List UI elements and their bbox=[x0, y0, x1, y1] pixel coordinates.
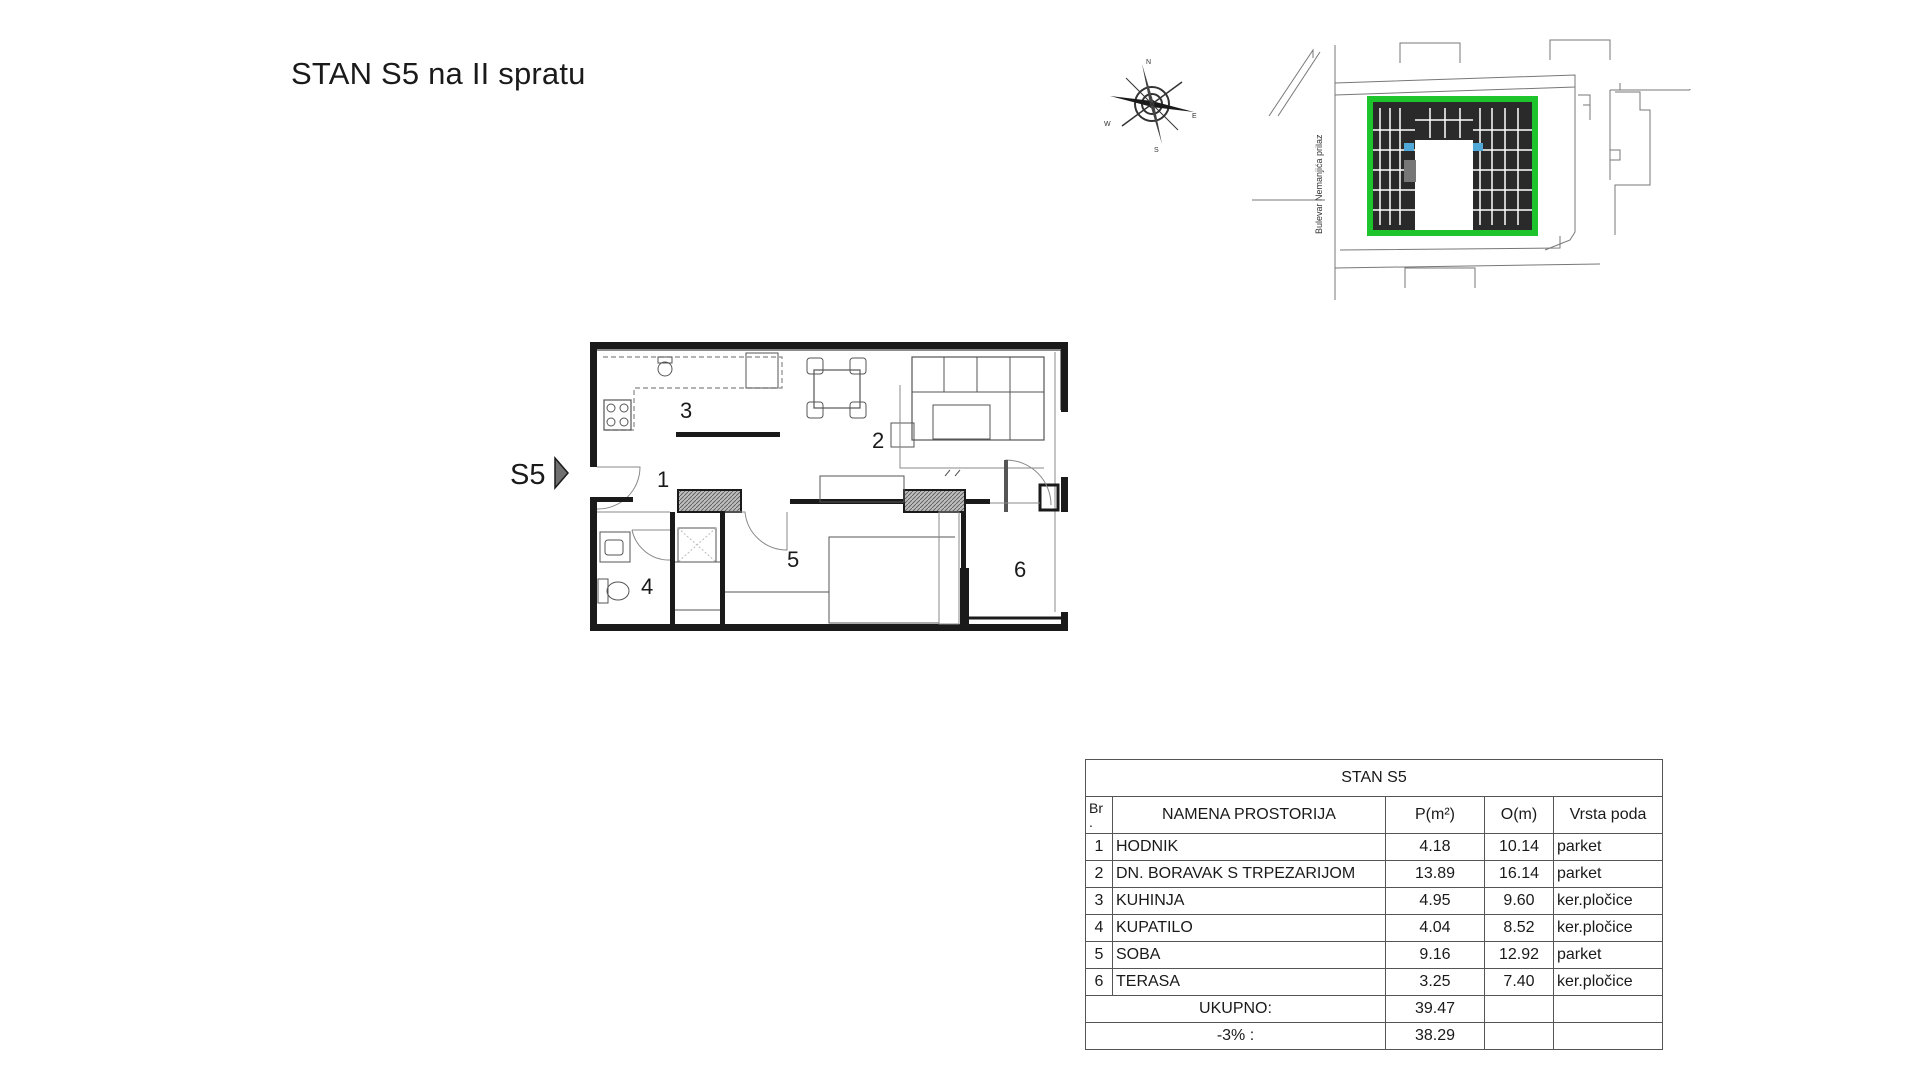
table-reduced-row bbox=[1086, 1023, 1663, 1050]
row-num: 5 bbox=[1086, 942, 1113, 969]
table-row bbox=[1086, 969, 1663, 996]
reduced-label: -3% : bbox=[1086, 1023, 1386, 1050]
row-floor: ker.pločice bbox=[1554, 969, 1663, 996]
building-footprint bbox=[1367, 96, 1538, 236]
svg-text:W: W bbox=[1104, 121, 1111, 128]
header-name: NAMENA PROSTORIJA bbox=[1113, 797, 1386, 834]
row-area: 4.18 bbox=[1386, 834, 1485, 861]
table-row bbox=[1086, 834, 1663, 861]
apartment-plan bbox=[555, 342, 1068, 631]
row-num: 3 bbox=[1086, 888, 1113, 915]
row-floor: ker.pločice bbox=[1554, 888, 1663, 915]
row-perimeter: 10.14 bbox=[1485, 834, 1554, 861]
svg-text:E: E bbox=[1192, 113, 1197, 120]
svg-text:S: S bbox=[1154, 147, 1159, 154]
room-label-4: 4 bbox=[641, 574, 654, 599]
table-total-row bbox=[1086, 996, 1663, 1023]
table-row bbox=[1086, 942, 1663, 969]
row-floor: parket bbox=[1554, 861, 1663, 888]
room-area-table bbox=[1085, 759, 1663, 1050]
entry-label: S5 bbox=[510, 459, 546, 491]
row-area: 4.95 bbox=[1386, 888, 1485, 915]
room-label-5: 5 bbox=[787, 547, 800, 572]
row-perimeter: 16.14 bbox=[1485, 861, 1554, 888]
header-area: P(m²) bbox=[1386, 797, 1485, 834]
table-title: STAN S5 bbox=[1086, 760, 1663, 797]
row-floor: parket bbox=[1554, 834, 1663, 861]
row-area: 13.89 bbox=[1386, 861, 1485, 888]
row-area: 9.16 bbox=[1386, 942, 1485, 969]
row-area: 4.04 bbox=[1386, 915, 1485, 942]
compass-rose-icon bbox=[1104, 59, 1197, 154]
street-label: Bulevar Nemanjića prilaz bbox=[1314, 134, 1324, 234]
row-name: KUHINJA bbox=[1113, 888, 1386, 915]
row-area: 3.25 bbox=[1386, 969, 1485, 996]
row-perimeter: 12.92 bbox=[1485, 942, 1554, 969]
row-floor: parket bbox=[1554, 942, 1663, 969]
row-floor: ker.pločice bbox=[1554, 915, 1663, 942]
row-num: 4 bbox=[1086, 915, 1113, 942]
row-name: KUPATILO bbox=[1113, 915, 1386, 942]
table-row bbox=[1086, 915, 1663, 942]
header-floor: Vrsta poda bbox=[1554, 797, 1663, 834]
row-name: HODNIK bbox=[1113, 834, 1386, 861]
table-row bbox=[1086, 861, 1663, 888]
total-value: 39.47 bbox=[1386, 996, 1485, 1023]
row-num: 2 bbox=[1086, 861, 1113, 888]
row-name: TERASA bbox=[1113, 969, 1386, 996]
room-label-2: 2 bbox=[872, 428, 885, 453]
header-br: Br . bbox=[1086, 797, 1113, 834]
reduced-value: 38.29 bbox=[1386, 1023, 1485, 1050]
row-name: DN. BORAVAK S TRPEZARIJOM bbox=[1113, 861, 1386, 888]
room-label-1: 1 bbox=[657, 467, 670, 492]
table-header-row bbox=[1086, 797, 1663, 834]
svg-text:N: N bbox=[1146, 59, 1152, 66]
page-title: STAN S5 na II spratu bbox=[291, 56, 586, 91]
row-num: 6 bbox=[1086, 969, 1113, 996]
room-label-6: 6 bbox=[1014, 557, 1027, 582]
room-label-3: 3 bbox=[680, 398, 693, 423]
row-perimeter: 7.40 bbox=[1485, 969, 1554, 996]
row-perimeter: 9.60 bbox=[1485, 888, 1554, 915]
table-title-row bbox=[1086, 760, 1663, 797]
row-name: SOBA bbox=[1113, 942, 1386, 969]
table-row bbox=[1086, 888, 1663, 915]
row-perimeter: 8.52 bbox=[1485, 915, 1554, 942]
header-perimeter: O(m) bbox=[1485, 797, 1554, 834]
total-label: UKUPNO: bbox=[1086, 996, 1386, 1023]
row-num: 1 bbox=[1086, 834, 1113, 861]
